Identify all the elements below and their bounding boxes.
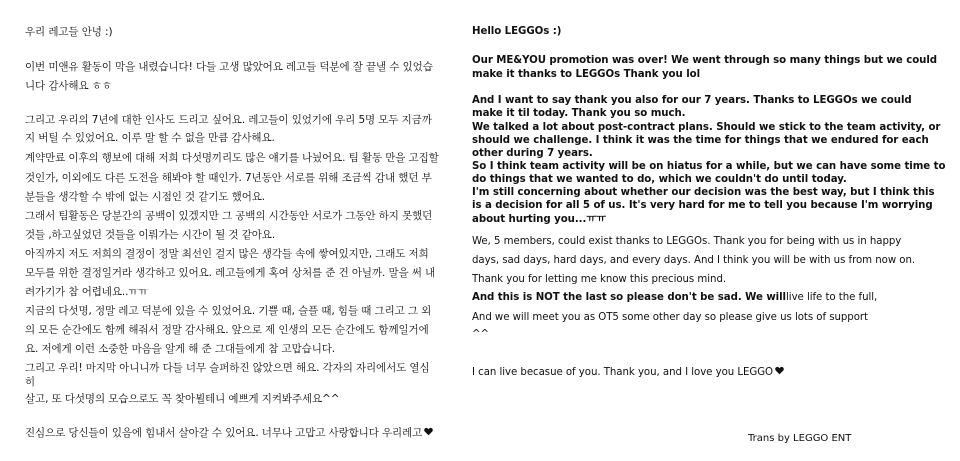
korean-line: 것인가, 이외에도 다른 도전을 해봐야 할 때인가. 7년동안 서로를 위해 조금씩 감내 했던 부 — [25, 172, 432, 184]
english-line: do things that we wanted to do, which we couldn't do until today. — [472, 174, 847, 185]
korean-closing — [25, 426, 433, 440]
english-closing-text: I can live becasue of you. Thank you, and I love you LEGGO — [472, 367, 774, 378]
korean-line: 려가기가 참 어렵네요..ㅠㅠ — [25, 286, 149, 298]
korean-line: 이번 미앤유 활동이 막을 내렸습니다! 다들 고생 많았어요 레고들 덕분에 잘 끝낼 수 있었습 — [25, 61, 433, 73]
heart-icon — [424, 427, 433, 436]
korean-line: 지금의 다섯명, 정말 레고 덕분에 있을 수 있었어요. 기쁠 때, 슬플 때, 힘들 때 그리고 그 외 — [25, 305, 432, 317]
english-line — [472, 291, 877, 305]
korean-line: 그래서 팀활동은 당분간의 공백이 있겠지만 그 공백의 시간동안 서로가 그동안 하지 못했던 — [25, 210, 433, 222]
english-line: other during 7 years. — [472, 148, 593, 159]
english-closing — [472, 366, 784, 380]
korean-line: 히 — [25, 376, 36, 388]
korean-line: 아직까지 저도 저희의 결정이 정말 최선인 걸지 많은 생각들 속에 쌓여있지만, 그래도 저희 — [25, 248, 429, 260]
english-line: should we challenge. I think it was the time for things that we endured for each — [472, 135, 929, 146]
korean-line: 것들 ,하고싶었던 것들을 이뤄가는 시간이 될 것 같아요. — [25, 229, 276, 241]
english-line: make it thanks to LEGGOs Thank you lol — [472, 69, 701, 80]
english-line: ^^ — [472, 329, 489, 340]
korean-line: 그리고 우리의 7년에 대한 인사도 드리고 싶어요. 레고들이 있었기에 우리 5명 모두 지금까 — [25, 114, 432, 126]
korean-line: 살고, 또 다섯명의 모습으로도 꼭 찾아뵐테니 예쁘게 지켜봐주세요^^ — [25, 393, 340, 405]
korean-line: 모두를 위한 결정일거라 생각하고 있어요. 레고들에게 혹여 상처를 준 건 아닐까. 말을 써 내 — [25, 267, 436, 279]
korean-closing-text: 진심으로 당신들이 있음에 힘내서 살아갈 수 있어요. 너무나 고맙고 사랑합니다 우리레고 — [25, 427, 423, 439]
english-line-part: And this is NOT the last so please don't be sad. We will — [472, 292, 787, 303]
korean-line: 요. 저에게 이런 소중한 마음을 알게 해 준 그대들에게 참 고맙습니다. — [25, 343, 336, 355]
english-line: And we will meet you as OT5 some other day so please give us lots of support — [472, 312, 868, 323]
english-line: Our ME&YOU promotion was over! We went through so many things but we could — [472, 55, 938, 66]
english-line: And I want to say thank you also for our 7 years. Thanks to LEGGOs we could — [472, 95, 912, 106]
english-line: So I think team activity will be on hiatus for a while, but we can have some time to — [472, 161, 946, 172]
english-line: We, 5 members, could exist thanks to LEGGOs. Thank you for being with us in happy — [472, 236, 902, 247]
english-line: Thank you for letting me know this precious mind. — [472, 274, 727, 285]
korean-line: 니다 감사해요 ㅎㅎ — [25, 80, 112, 92]
korean-line: 계약만료 이후의 행보에 대해 저희 다섯명끼리도 많은 얘기를 나눴어요. 팀 활동 만을 고집할 — [25, 152, 439, 164]
translation-credit: Trans by LEGGO ENT — [748, 433, 852, 444]
heart-icon — [775, 366, 784, 375]
english-line-part: live life to the full, — [786, 292, 878, 303]
korean-greeting: 우리 레고들 안녕 :) — [25, 26, 113, 38]
english-line: days, sad days, hard days, and every days. And I think you will be with us from now on. — [472, 255, 916, 266]
english-line: We talked a lot about post-contract plans. Should we stick to the team activity, or — [472, 122, 941, 133]
english-line: is a decision for all 5 of us. It's very hard for me to tell you because I'm worrying — [472, 200, 933, 211]
korean-line: 그리고 우리! 마지막 아니니까 다들 너무 슬퍼하진 않았으면 해요. 각자의 자리에서도 열심 — [25, 362, 430, 374]
english-line: make it til today. Thank you so much. — [472, 108, 686, 119]
korean-line: 의 모든 순간에도 함께 해줘서 정말 감사해요. 앞으로 제 인생의 모든 순간에도 함께일거에 — [25, 324, 429, 336]
korean-line: 분들을 생각할 수 밖에 없는 시점인 것 같기도 했어요. — [25, 191, 266, 203]
english-line: I'm still concerning about whether our decision was the best way, but I think this — [472, 187, 935, 198]
english-line: about hurting you...ㅠㅠ — [472, 214, 606, 225]
korean-line: 지 버틸 수 있었어요. 이루 말 할 수 없을 만큼 감사해요. — [25, 132, 275, 144]
english-greeting: Hello LEGGOs :) — [472, 26, 562, 37]
